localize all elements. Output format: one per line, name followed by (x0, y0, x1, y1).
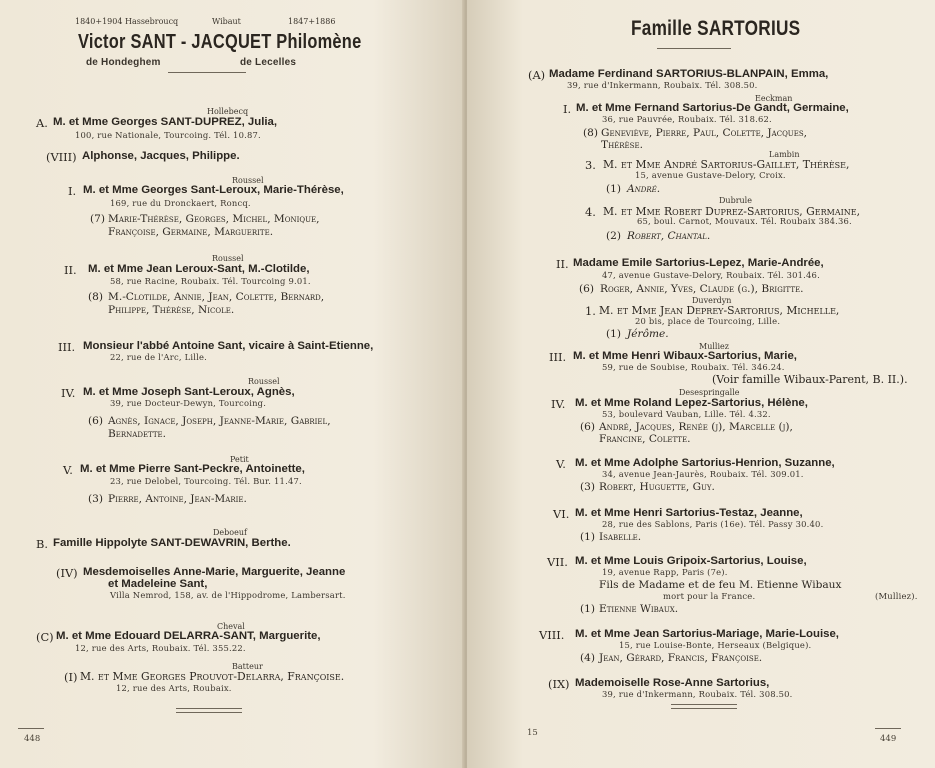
title-rule (168, 72, 246, 73)
children-list: Etienne Wibaux. (599, 603, 679, 615)
entry-label: IV. (551, 397, 566, 411)
children-count: (7) (90, 213, 106, 225)
entry-name: M. et Mme Jean Leroux-Sant, M.-Clotilde, (88, 263, 310, 275)
children-count: (6) (579, 283, 595, 295)
children-count: (1) (606, 328, 622, 340)
entry-name: M. et Mme Robert Duprez-Sartorius, Germaine, (603, 205, 861, 218)
entry-label: V. (63, 463, 73, 477)
spouse-name: Eeckman (755, 94, 793, 103)
spouse-name: Desespringalle (679, 388, 740, 397)
children-count: (6) (580, 421, 596, 433)
entry-label: A. (36, 116, 48, 130)
children-list: Agnès, Ignace, Joseph, Jeanne-Marie, Gabriel, (108, 415, 331, 427)
children-list: Bernadette. (108, 428, 167, 440)
children-count: (4) (580, 652, 596, 664)
entry-address: 39, rue d'Inkermann, Roubaix. Tél. 308.50. (567, 80, 758, 90)
children-list: M.-Clotilde, Annie, Jean, Colette, Bernard, (108, 291, 325, 303)
entry-label: V. (556, 457, 566, 471)
entry-address: 12, rue des Arts, Roubaix. Tél. 355.22. (75, 643, 246, 653)
spouse-name: Deboeuf (213, 528, 247, 537)
entry-address: 28, rue des Sablons, Paris (16e). Tél. Passy 30.40. (602, 519, 824, 529)
origin-left: de Hondeghem (86, 57, 161, 68)
entry-name: et Madeleine Sant, (108, 578, 208, 590)
entry-address: 59, rue de Soubise, Roubaix. Tél. 346.24. (602, 362, 785, 372)
right-page-title: Famille SARTORIUS (631, 17, 801, 40)
children-list: Isabelle. (599, 531, 642, 543)
entry-name: M. et Mme Henri Wibaux-Sartorius, Marie, (573, 350, 797, 362)
children-list: André. (627, 183, 661, 195)
entry-label: I. (563, 102, 572, 116)
children-list: Philippe, Thérèse, Nicole. (108, 304, 235, 316)
entry-label: (IV) (56, 566, 78, 580)
entry-note: (Voir famille Wibaux-Parent, B. II.). (712, 373, 908, 386)
spouse-name: Mulliez (699, 342, 729, 351)
children-list: Francine, Colette. (599, 433, 691, 445)
entry-note: Fils de Madame et de feu M. Etienne Wibaux (599, 579, 842, 591)
entry-address: 39, rue d'Inkermann, Roubaix. Tél. 308.50. (602, 689, 793, 699)
entry-address: Villa Nemrod, 158, av. de l'Hippodrome, Lambersart. (110, 590, 346, 600)
spouse-name: Cheval (217, 622, 245, 631)
entry-address: 15, avenue Gustave-Delory, Croix. (635, 170, 786, 180)
children-list: Roger, Annie, Yves, Claude (g.), Brigitte. (600, 283, 804, 295)
page-number: 449 (880, 734, 897, 744)
section-end-rule (671, 704, 737, 709)
entry-address: 12, rue des Arts, Roubaix. (116, 683, 232, 693)
entry-address: 53, boulevard Vauban, Lille. Tél. 4.32. (602, 409, 771, 419)
entry-name: M. et Mme Fernand Sartorius-De Gandt, Germaine, (576, 102, 849, 114)
spouse-name: Roussel (212, 254, 244, 263)
entry-label: VI. (553, 507, 570, 521)
children-count: (3) (580, 481, 596, 493)
entry-address: 65, boul. Carnot, Mouvaux. Tél. Roubaix 384.36. (637, 216, 852, 226)
entry-label: VII. (547, 555, 568, 569)
entry-label: 3. (585, 158, 596, 172)
entry-name: Mademoiselle Rose-Anne Sartorius, (575, 677, 770, 689)
left-page (0, 0, 466, 768)
spouse-name: Hollebecq (207, 107, 249, 116)
entry-address: 22, rue de l'Arc, Lille. (110, 352, 208, 362)
entry-name: M. et Mme Pierre Sant-Peckre, Antoinette, (80, 463, 305, 475)
children-list: Geneviève, Pierre, Paul, Colette, Jacques, (601, 127, 807, 139)
entry-address: 169, rue du Dronckaert, Roncq. (110, 198, 251, 208)
entry-label: B. (36, 537, 48, 551)
children-list: Robert, Chantal. (627, 230, 711, 242)
children-count: (8) (88, 291, 104, 303)
spouse-name: Duverdyn (692, 296, 732, 305)
children-count: (6) (88, 415, 104, 427)
children-count: (3) (88, 493, 104, 505)
children-count: (1) (580, 603, 596, 615)
children-list: Marie-Thérèse, Georges, Michel, Monique, (108, 213, 320, 225)
entry-label: (IX) (548, 677, 570, 691)
entry-address: 23, rue Delobel, Tourcoing. Tél. Bur. 11.47. (110, 476, 302, 486)
children-list: Robert, Huguette, Guy. (599, 481, 715, 493)
children-list: Jérôme. (627, 328, 669, 340)
entry-name: M. et Mme André Sartorius-Gaillet, Thérèse, (603, 158, 850, 171)
entry-label: II. (64, 263, 77, 277)
entry-label: (C) (36, 630, 54, 644)
entry-address: 39, rue Docteur-Dewyn, Tourcoing. (110, 398, 267, 408)
entry-name: M. et Mme Henri Sartorius-Testaz, Jeanne, (575, 507, 803, 519)
page-number-rule (18, 728, 44, 729)
entry-address: 34, avenue Jean-Jaurès, Roubaix. Tél. 309.01. (602, 469, 804, 479)
spouse-name: Batteur (232, 662, 263, 671)
entry-address: 47, avenue Gustave-Delory, Roubaix. Tél. 301.46. (602, 270, 820, 280)
entry-name: Famille Hippolyte SANT-DEWAVRIN, Berthe. (53, 537, 291, 549)
spouse-name: Roussel (232, 176, 264, 185)
children-list: André, Jacques, Renée (j), Marcelle (j), (599, 421, 793, 433)
spouse-name: Petit (230, 455, 249, 464)
title-rule (657, 48, 731, 49)
entry-label: (VIII) (46, 150, 77, 164)
entry-name: M. et Mme Joseph Sant-Leroux, Agnès, (83, 386, 295, 398)
entry-name: M. et Mme Georges Prouvot-Delarra, Françoise. (80, 670, 345, 683)
page-number-rule (875, 728, 901, 729)
entry-name: M. et Mme Louis Gripoix-Sartorius, Louise, (575, 555, 807, 567)
entry-address: 100, rue Nationale, Tourcoing. Tél. 10.87. (75, 130, 261, 140)
entry-label: IV. (61, 386, 76, 400)
entry-address: 15, rue Louise-Bonte, Herseaux (Belgique). (619, 640, 812, 650)
entry-label: (I) (64, 670, 78, 684)
entry-address: 58, rue Racine, Roubaix. Tél. Tourcoing 9.01. (110, 276, 311, 286)
entry-note: (Mulliez). (875, 591, 918, 601)
children-list: Françoise, Germaine, Marguerite. (108, 226, 274, 238)
origin-right: de Lecelles (240, 57, 297, 68)
children-count: (2) (606, 230, 622, 242)
children-list: Jean, Gérard, Francis, Françoise. (599, 652, 763, 664)
entry-note: mort pour la France. (663, 591, 756, 601)
entry-name: Alphonse, Jacques, Philippe. (82, 150, 240, 162)
spouse-name: Lambin (769, 150, 800, 159)
entry-name: M. et Mme Jean Sartorius-Mariage, Marie-Louise, (575, 628, 839, 640)
spouse-name: Dubrule (719, 196, 752, 205)
entry-label: VIII. (539, 628, 565, 642)
entry-name: Monsieur l'abbé Antoine Sant, vicaire à Saint-Etienne, (83, 340, 374, 352)
children-count: (8) (583, 127, 599, 139)
entry-name: Mesdemoiselles Anne-Marie, Marguerite, Jeanne (83, 566, 346, 578)
children-count: (1) (580, 531, 596, 543)
entry-label: (A) (528, 68, 546, 82)
entry-name: M. et Mme Adolphe Sartorius-Henrion, Suzanne, (575, 457, 835, 469)
right-page (467, 0, 935, 768)
entry-name: Madame Emile Sartorius-Lepez, Marie-Andrée, (573, 257, 824, 269)
entry-label: II. (556, 257, 569, 271)
entry-address: 19, avenue Rapp, Paris (7e). (602, 567, 728, 577)
entry-name: M. et Mme Roland Lepez-Sartorius, Hélène, (575, 397, 808, 409)
dates-left: 1840+1904 Hassebroucq (75, 17, 179, 26)
entry-name: M. et Mme Georges Sant-Leroux, Marie-Thérèse, (83, 184, 344, 196)
dates-mid: Wibaut (212, 17, 241, 26)
children-list: Pierre, Antoine, Jean-Marie. (108, 493, 247, 505)
entry-name: M. et Mme Georges SANT-DUPREZ, Julia, (53, 116, 278, 128)
page-number: 448 (24, 734, 41, 744)
section-end-rule (176, 708, 242, 713)
children-list: Thérèse. (601, 139, 643, 151)
entry-label: III. (549, 350, 567, 364)
signature-mark: 15 (527, 728, 538, 738)
entry-name: Madame Ferdinand SARTORIUS-BLANPAIN, Emma, (549, 68, 829, 80)
entry-name: M. et Mme Jean Deprey-Sartorius, Michelle, (599, 304, 840, 317)
children-count: (1) (606, 183, 622, 195)
entry-label: 4. (585, 205, 596, 219)
entry-address: 36, rue Pauvrée, Roubaix. Tél. 318.62. (602, 114, 772, 124)
dates-right: 1847+1886 (288, 17, 336, 26)
entry-address: 20 bis, place de Tourcoing, Lille. (635, 316, 781, 326)
spouse-name: Roussel (248, 377, 280, 386)
entry-label: III. (58, 340, 76, 354)
entry-label: 1. (585, 304, 596, 318)
entry-label: I. (68, 184, 77, 198)
left-page-title: Victor SANT - JACQUET Philomène (78, 31, 362, 53)
entry-name: M. et Mme Edouard DELARRA-SANT, Marguerite, (56, 630, 321, 642)
